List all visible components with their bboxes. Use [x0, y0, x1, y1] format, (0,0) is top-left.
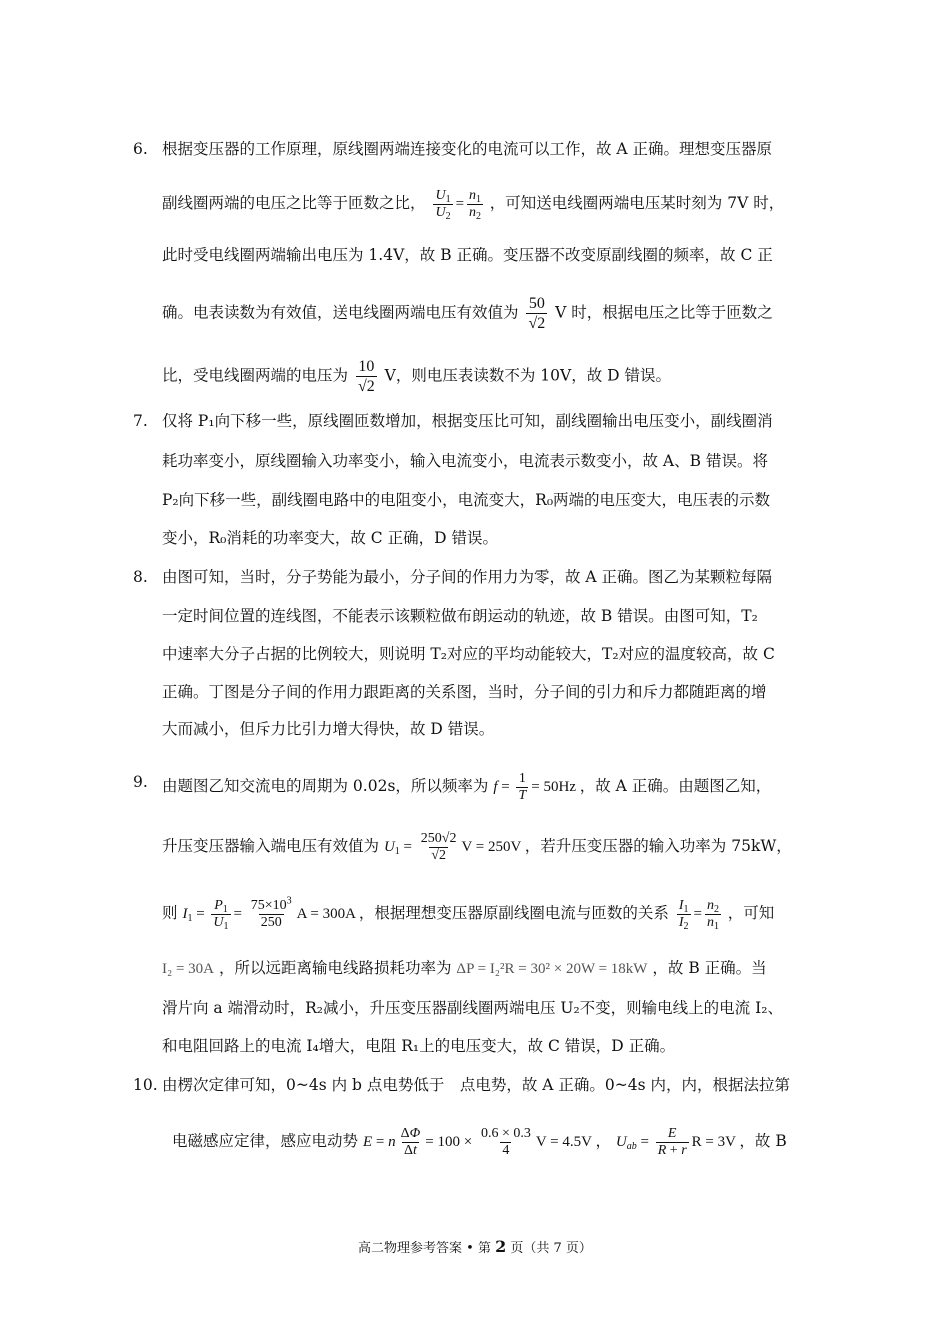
- q9-line-3-text-b: ，根据理想变压器原副线圈电流与匝数的关系: [358, 903, 669, 922]
- q9-line-5: 滑片向 a 端滑动时，R₂减小，升压变压器副线圈两端电压 U₂不变，则输电线上的电流 I₂、: [162, 999, 783, 1017]
- q6-line-1: 根据变压器的工作原理，原线圈两端连接变化的电流可以工作，故 A 正确。理想变压器原: [162, 140, 773, 158]
- q8-line-5: 大而减小，但斥力比引力增大得快，故 D 错误。: [162, 720, 495, 738]
- q9-line-1: [162, 771, 771, 804]
- footer-text-a: 高二物理参考答案 • 第: [358, 1241, 496, 1256]
- q10-number: 10.: [133, 1076, 158, 1094]
- q9-line-6: 和电阻回路上的电流 I₄增大，电阻 R₁上的电压变大，故 C 错误，D 正确。: [162, 1037, 676, 1055]
- q8-line-1: 由图可知，当时，分子势能为最小，分子间的作用力为零，故 A 正确。图乙为某颗粒每隔: [162, 568, 773, 586]
- q6-line-2-text-a: 副线圈两端的电压之比等于匝数之比，: [162, 193, 426, 212]
- q7-line-1: 仅将 P₁向下移一些，原线圈匝数增加，根据变压比可知，副线圈输出电压变小，副线圈消: [162, 412, 773, 430]
- q10-emf-result: V = 4.5V: [535, 1133, 592, 1150]
- q9-line-3-text-c: ，可知: [727, 903, 775, 922]
- q6-line-2: [162, 188, 784, 221]
- q9-frequency-formula: f = $\frac{1}{T}$ = 50Hz: [493, 771, 576, 803]
- q6-frac-denominator-root2: √2: [528, 315, 546, 332]
- q9-u1-formula: $U_1$ = $\frac{250√2}{√2}$ V = 250V: [383, 831, 522, 863]
- q9-line-3-text-a: 则: [162, 903, 178, 922]
- q6-line-3: 此时受电线圈两端输出电压为 1.4V，故 B 正确。变压器不改变原副线圈的频率，故 C 正: [162, 246, 773, 264]
- q10-emf-formula: E = n $\frac{\Delta\Phi}{\Delta t}$ = 100 × $\frac{0.6 \times 0.3}{4}$ V = 4.5V: [362, 1126, 592, 1158]
- q8-line-4: 正确。丁图是分子间的作用力跟距离的关系图，当时，分子间的引力和斥力都随距离的增: [162, 683, 767, 701]
- q6-line-4: [162, 294, 773, 333]
- q7-number: 7.: [133, 412, 148, 430]
- q9-line-2-text-b: ，若升压变压器的输入功率为 75kW，: [524, 836, 792, 855]
- q9-line-4-text-a: ，所以远距离输电线路损耗功率为: [218, 959, 452, 977]
- q7-line-4: 变小，R₀消耗的功率变大，故 C 正确，D 错误。: [162, 529, 498, 547]
- q6-voltage-ratio-formula: $\frac{U_1}{U_2}$ = $\frac{n_1}{n_2}$: [435, 188, 482, 222]
- footer-text-b: 页（共 7 页）: [506, 1241, 592, 1256]
- q9-u1-result: V = 250V: [461, 838, 522, 855]
- q9-i1-result: A = 300A: [296, 905, 356, 922]
- q8-line-3: 中速率大分子占据的比例较大，则说明 T₂对应的平均动能较大，T₂对应的温度较高，故 C: [162, 645, 775, 663]
- q6-frac-numerator-10: 10: [358, 358, 375, 375]
- q9-current-ratio-formula: $\frac{I_1}{I_2}$ = $\frac{n_2}{n_1}$: [678, 898, 719, 932]
- q9-frequency-result: = 50Hz: [531, 778, 576, 795]
- q10-line-1: 由楞次定律可知，0~4s 内 b 点电势低于 点电势，故 A 正确。0~4s 内，内，根据法拉第: [162, 1076, 791, 1094]
- q8-line-2: 一定时间位置的连线图，不能表示该颗粒做布朗运动的轨迹，故 B 错误。由图可知，T₂: [162, 607, 758, 625]
- q6-frac-numerator-50: 50: [528, 295, 545, 312]
- q8-number: 8.: [133, 568, 148, 586]
- footer-page-number: 2: [495, 1237, 507, 1256]
- q9-line-1-text-a: 由题图乙知交流电的周期为 0.02s，所以频率为: [162, 776, 489, 795]
- q10-uab-result: R = 3V: [691, 1133, 736, 1150]
- q6-number: 6.: [133, 140, 148, 158]
- page-footer: [0, 1238, 950, 1258]
- q6-fraction-50-root2: [526, 294, 547, 333]
- q6-line-5: [162, 357, 671, 396]
- q10-line-2-text-a: 电磁感应定律，感应电动势: [172, 1131, 359, 1150]
- q9-loss-power-formula: ΔP = I₂²R = 30² × 20W = 18kW: [456, 961, 648, 977]
- q9-i2-value: I₂ = 30A: [162, 961, 215, 977]
- q6-frac-denominator-root2-b: √2: [357, 378, 375, 395]
- q6-line-5-text-b: V，则电压表读数不为 10V，故 D 错误。: [384, 366, 671, 385]
- q10-uab-formula: $U_{ab}$ = $\frac{E}{R + r}$ R = 3V: [615, 1126, 736, 1158]
- q10-line-2-text-c: ，故 B: [739, 1131, 787, 1150]
- q9-line-4: [162, 957, 767, 980]
- q6-line-2-text-b: ，可知送电线圈两端电压某时刻为 7V 时，: [489, 193, 785, 212]
- q9-line-3: [162, 895, 775, 932]
- q6-fraction-10-root2: [356, 357, 377, 396]
- q9-line-2-text-a: 升压变压器输入端电压有效值为: [162, 836, 380, 855]
- q6-line-5-text-a: 比，受电线圈两端的电压为: [162, 366, 349, 385]
- q6-line-4-text-b: V 时，根据电压之比等于匝数之: [555, 303, 773, 322]
- q9-line-2: [162, 831, 792, 864]
- q9-line-1-text-b: ，故 A 正确。由题图乙知，: [579, 776, 772, 795]
- q9-number: 9.: [133, 773, 148, 791]
- q9-line-4-text-b: ，故 B 正确。当: [652, 959, 767, 977]
- q10-line-2: [172, 1126, 787, 1159]
- q10-line-2-text-b: ，: [595, 1131, 611, 1150]
- q7-line-3: P₂向下移一些，副线圈电路中的电阻变小，电流变大，R₀两端的电压变大，电压表的示数: [162, 491, 771, 509]
- q9-i1-formula: $I_1$ = $\frac{P_1}{U_1}$ = $\frac{75\times 10^3}{250}$ A = 300A: [182, 895, 356, 932]
- q7-line-2: 耗功率变小，原线圈输入功率变小，输入电流变小，电流表示数变小，故 A、B 错误。将: [162, 452, 768, 470]
- q6-line-4-text-a: 确。电表读数为有效值，送电线圈两端电压有效值为: [162, 303, 519, 322]
